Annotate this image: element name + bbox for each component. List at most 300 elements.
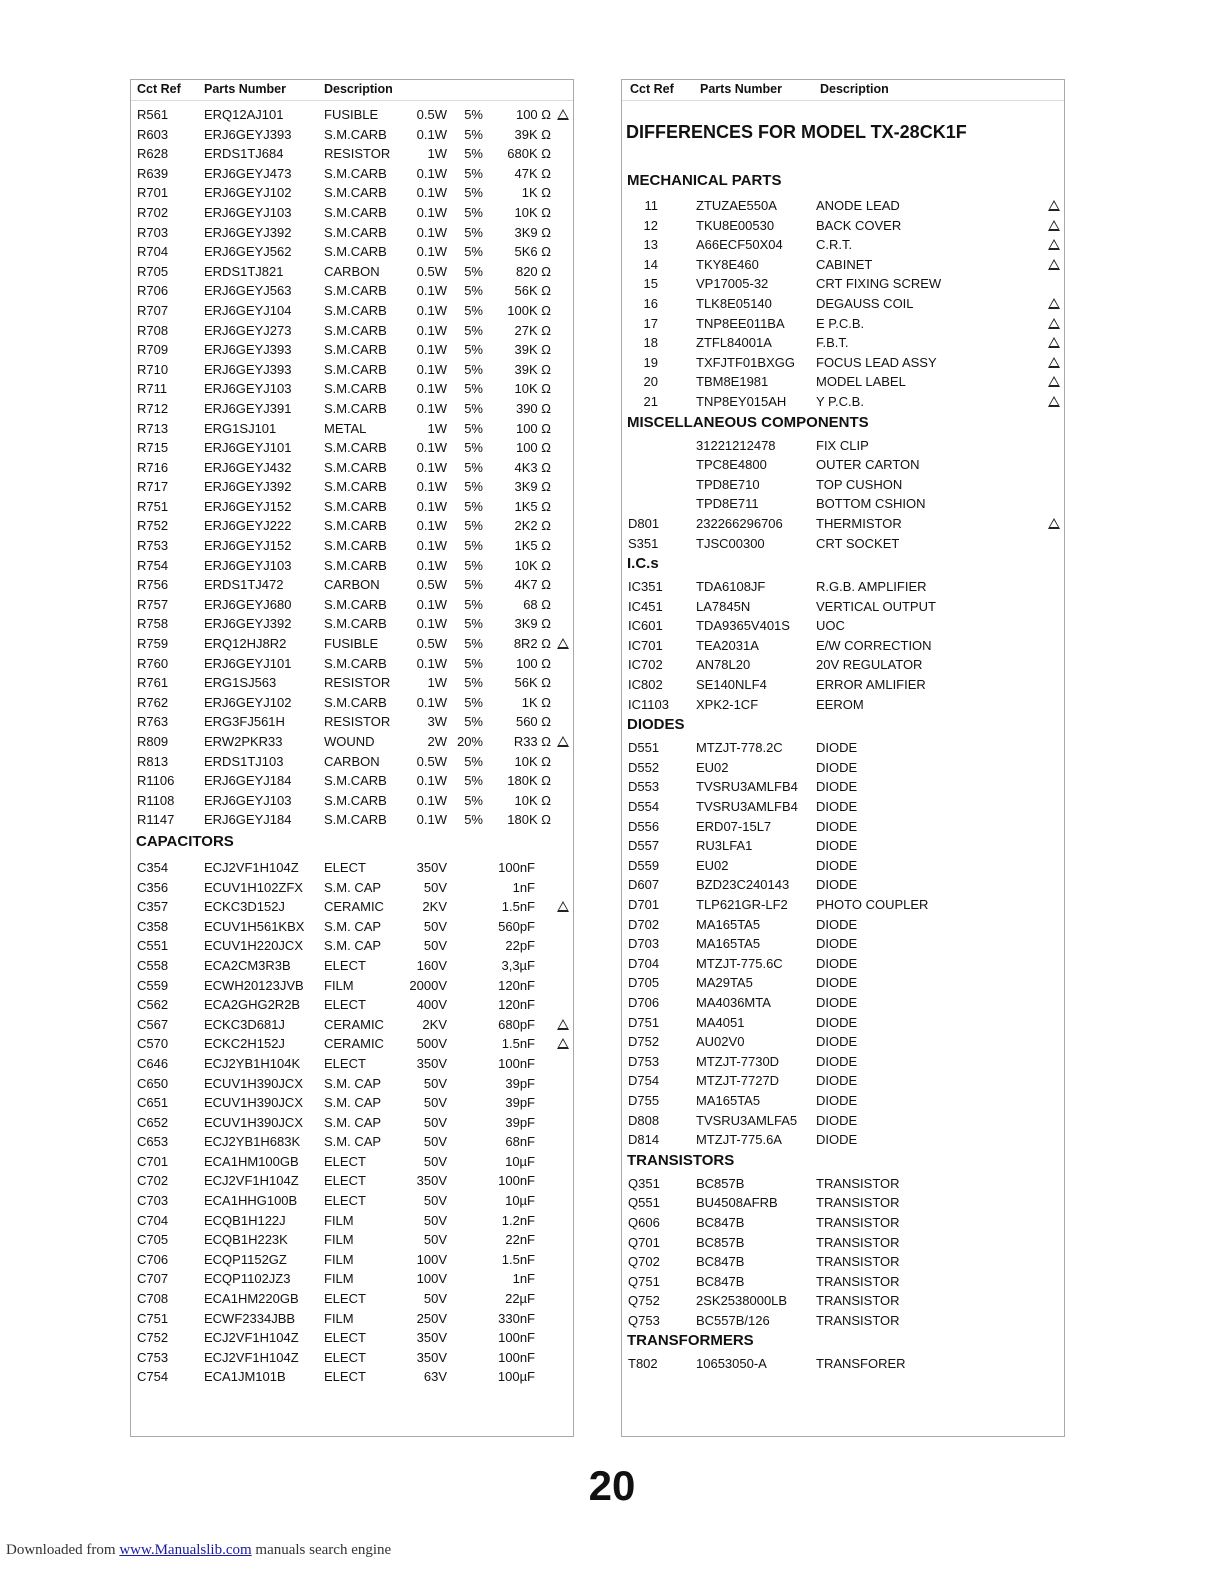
cct-ref: 21 — [643, 393, 658, 409]
right-parts-table — [621, 79, 1065, 1437]
cct-ref: S351 — [628, 535, 659, 551]
value: 390 Ω — [515, 400, 551, 416]
section-title: DIODES — [627, 716, 685, 734]
description: S.M.CARB — [324, 694, 387, 710]
table-row — [622, 954, 1064, 974]
part-number: ERJ6GEYJ222 — [204, 518, 292, 534]
table-row — [131, 399, 573, 419]
part-number: TPD8E711 — [696, 496, 759, 512]
description: CERAMIC — [324, 1036, 384, 1052]
table-row — [131, 878, 573, 898]
table-row — [131, 1309, 573, 1329]
tolerance: 5% — [464, 459, 483, 475]
value: 68 Ω — [523, 596, 551, 612]
voltage-rating: 500V — [416, 1036, 447, 1052]
header-parts-number: Parts Number — [204, 82, 286, 96]
value: 100nF — [498, 1173, 535, 1189]
table-row — [131, 976, 573, 996]
part-number: TDA9365V401S — [696, 618, 790, 634]
description: E P.C.B. — [816, 315, 865, 331]
left-table-header — [131, 80, 573, 101]
table-row — [622, 836, 1064, 856]
cct-ref: R704 — [137, 244, 169, 260]
tolerance: 5% — [464, 812, 483, 828]
part-number: ERJ6GEYJ101 — [204, 440, 292, 456]
voltage-rating: 50V — [423, 1232, 447, 1248]
table-row — [622, 1193, 1064, 1213]
cct-ref: D753 — [628, 1053, 660, 1069]
description: S.M.CARB — [324, 812, 387, 828]
description: EEROM — [816, 696, 864, 712]
cct-ref: D559 — [628, 857, 660, 873]
table-row — [622, 655, 1064, 675]
value: 4K3 Ω — [514, 459, 551, 475]
cct-ref: 20 — [643, 374, 658, 390]
footer — [6, 1542, 391, 1559]
tolerance: 5% — [464, 302, 483, 318]
tolerance: 5% — [464, 557, 483, 573]
safety-warning-icon — [557, 1038, 569, 1049]
table-row — [131, 262, 573, 282]
cct-ref: Q751 — [628, 1273, 660, 1289]
description: S.M. CAP — [324, 1095, 382, 1111]
table-row — [131, 379, 573, 399]
part-number: BC857B — [696, 1175, 745, 1191]
value: 47K Ω — [514, 165, 551, 181]
power-rating: 0.5W — [416, 753, 447, 769]
cct-ref: R757 — [137, 596, 169, 612]
part-number: AU02V0 — [696, 1034, 745, 1050]
value: 180K Ω — [507, 773, 551, 789]
part-number: MTZJT-7727D — [696, 1073, 780, 1089]
table-row — [131, 419, 573, 439]
cct-ref: C354 — [137, 859, 169, 875]
right-table-header — [622, 80, 1064, 101]
part-number: TXFJTF01BXGG — [696, 354, 795, 370]
tolerance: 5% — [464, 773, 483, 789]
part-number: ERJ6GEYJ102 — [204, 185, 292, 201]
cct-ref: R708 — [137, 322, 169, 338]
description: DIODE — [816, 994, 858, 1010]
table-row — [131, 1211, 573, 1231]
table-row — [131, 516, 573, 536]
power-rating: 0.1W — [416, 381, 447, 397]
value: 560 Ω — [515, 714, 551, 730]
part-number: ECA1HHG100B — [204, 1193, 298, 1209]
part-number: MTZJT-775.6A — [696, 1132, 782, 1148]
value: 100nF — [498, 1055, 535, 1071]
cct-ref: R639 — [137, 165, 169, 181]
cct-ref: IC601 — [628, 618, 663, 634]
description: FILM — [324, 1232, 354, 1248]
table-row — [622, 577, 1064, 597]
description: S.M. CAP — [324, 938, 382, 954]
description: S.M.CARB — [324, 479, 387, 495]
tolerance: 5% — [464, 283, 483, 299]
table-row — [622, 514, 1064, 534]
description: DIODE — [816, 857, 858, 873]
part-number: ECWF2334JBB — [204, 1310, 296, 1326]
description: TRANSISTOR — [816, 1214, 900, 1230]
description: MODEL LABEL — [816, 374, 906, 390]
table-row — [622, 216, 1064, 236]
tolerance: 5% — [464, 185, 483, 201]
value: 1K Ω — [521, 185, 551, 201]
power-rating: 0.5W — [416, 263, 447, 279]
table-row — [131, 1132, 573, 1152]
power-rating: 0.5W — [416, 577, 447, 593]
cct-ref: 17 — [643, 315, 658, 331]
value: 10K Ω — [514, 204, 551, 220]
part-number: TVSRU3AMLFA5 — [696, 1112, 798, 1128]
value: 4K7 Ω — [514, 577, 551, 593]
description: S.M.CARB — [324, 440, 387, 456]
part-number: AN78L20 — [696, 657, 751, 673]
description: FILM — [324, 1251, 354, 1267]
description: RESISTOR — [324, 675, 391, 691]
part-number: ERJ6GEYJ152 — [204, 498, 292, 514]
safety-warning-icon — [557, 109, 569, 120]
power-rating: 0.1W — [416, 459, 447, 475]
description: S.M.CARB — [324, 165, 387, 181]
cct-ref: R1147 — [137, 812, 175, 828]
value: 39pF — [505, 1075, 535, 1091]
value: 120nF — [498, 997, 535, 1013]
power-rating: 0.1W — [416, 244, 447, 260]
part-number: ZTUZAE550A — [696, 198, 777, 213]
cct-ref: R1108 — [137, 792, 175, 808]
part-number: ERG1SJ563 — [204, 675, 277, 691]
power-rating: 0.1W — [416, 616, 447, 632]
description: DIODE — [816, 1053, 858, 1069]
value: 27K Ω — [514, 322, 551, 338]
table-row — [131, 1015, 573, 1035]
part-number: BZD23C240143 — [696, 877, 790, 893]
voltage-rating: 100V — [416, 1251, 447, 1267]
part-number: TPC8E4800 — [696, 457, 767, 473]
part-number: ERJ6GEYJ392 — [204, 479, 292, 495]
part-number: ECUV1H561KBX — [204, 918, 305, 934]
table-row — [622, 314, 1064, 334]
part-number: BU4508AFRB — [696, 1195, 778, 1211]
tolerance: 5% — [464, 342, 483, 358]
left-rows — [131, 105, 573, 1387]
cct-ref: C357 — [137, 899, 169, 915]
part-number: ECA1HM100GB — [204, 1153, 299, 1169]
part-number: ERJ6GEYJ393 — [204, 126, 292, 142]
description: DIODE — [816, 818, 858, 834]
tolerance: 5% — [464, 440, 483, 456]
description: S.M.CARB — [324, 381, 387, 397]
voltage-rating: 63V — [423, 1369, 447, 1385]
cct-ref: R813 — [137, 753, 169, 769]
description: ELECT — [324, 957, 366, 973]
value: 3K9 Ω — [514, 616, 551, 632]
description: FOCUS LEAD ASSY — [816, 354, 937, 370]
power-rating: 0.5W — [416, 636, 447, 652]
description: DIODE — [816, 779, 858, 795]
cct-ref: Q702 — [628, 1254, 660, 1270]
part-number: BC847B — [696, 1214, 745, 1230]
table-row — [131, 654, 573, 674]
power-rating: 2W — [427, 734, 447, 749]
description: CABINET — [816, 256, 873, 272]
part-number: ECA2CM3R3B — [204, 957, 291, 973]
safety-warning-icon — [1048, 376, 1060, 387]
value: 1K Ω — [521, 694, 551, 710]
cct-ref: D553 — [628, 779, 660, 795]
description: DIODE — [816, 1132, 858, 1148]
footer-prefix: Downloaded from — [6, 1542, 116, 1558]
part-number: ECQP1152GZ — [204, 1251, 287, 1267]
cct-ref: R603 — [137, 126, 169, 142]
description: CARBON — [324, 577, 380, 593]
description: TRANSISTOR — [816, 1234, 900, 1250]
cct-ref: C705 — [137, 1232, 169, 1248]
part-number: TBM8E1981 — [696, 374, 769, 390]
tolerance: 5% — [464, 126, 483, 142]
cct-ref: D752 — [628, 1034, 660, 1050]
description: CARBON — [324, 753, 380, 769]
cct-ref: IC702 — [628, 657, 663, 673]
description: DEGAUSS COIL — [816, 295, 914, 311]
power-rating: 0.1W — [416, 498, 447, 514]
description: FILM — [324, 1271, 354, 1287]
power-rating: 0.1W — [416, 655, 447, 671]
description: VERTICAL OUTPUT — [816, 598, 936, 614]
part-number: EU02 — [696, 759, 729, 775]
table-row — [622, 196, 1064, 216]
power-rating: 3W — [427, 714, 447, 730]
cct-ref: D701 — [628, 897, 660, 912]
description: S.M.CARB — [324, 361, 387, 377]
safety-warning-icon — [557, 1019, 569, 1030]
description: S.M.CARB — [324, 498, 387, 514]
part-number: ERJ6GEYJ102 — [204, 694, 292, 710]
description: S.M.CARB — [324, 459, 387, 475]
description: CERAMIC — [324, 899, 384, 915]
part-number: ERDS1TJ684 — [204, 146, 284, 162]
part-number: ECKC2H152J — [204, 1036, 285, 1052]
cct-ref: D607 — [628, 877, 660, 893]
description: S.M.CARB — [324, 557, 387, 573]
value: 8R2 Ω — [513, 636, 551, 652]
cct-ref: D706 — [628, 994, 660, 1010]
value: 10K Ω — [514, 753, 551, 769]
cct-ref: Q606 — [628, 1214, 660, 1230]
description: ANODE LEAD — [816, 198, 900, 213]
table-row — [131, 1230, 573, 1250]
cct-ref: C646 — [137, 1055, 169, 1071]
value: 56K Ω — [514, 283, 551, 299]
value: 10K Ω — [514, 557, 551, 573]
tolerance: 5% — [464, 165, 483, 181]
model-title: DIFFERENCES FOR MODEL TX-28CK1F — [626, 122, 967, 142]
table-row — [131, 144, 573, 164]
cct-ref: D703 — [628, 936, 660, 952]
part-number: BC847B — [696, 1254, 745, 1270]
part-number: BC857B — [696, 1234, 745, 1250]
description: ELECT — [324, 1330, 366, 1346]
table-row — [622, 738, 1064, 758]
part-number: TLK8E05140 — [696, 295, 772, 311]
value: 1K5 Ω — [514, 538, 551, 554]
table-row — [622, 1354, 1064, 1374]
value: 100 Ω — [515, 655, 551, 671]
part-number: ERJ6GEYJ103 — [204, 792, 292, 808]
tolerance: 5% — [464, 753, 483, 769]
part-number: TNP8EE011BA — [696, 315, 785, 331]
description: S.M.CARB — [324, 204, 387, 220]
table-row — [131, 203, 573, 223]
table-row — [131, 1034, 573, 1054]
description: S.M.CARB — [324, 792, 387, 808]
description: FILM — [324, 1310, 354, 1326]
description: DIODE — [816, 1014, 858, 1030]
cct-ref: 19 — [643, 354, 658, 370]
description: DIODE — [816, 1034, 858, 1050]
cct-ref: R760 — [137, 655, 169, 671]
description: RESISTOR — [324, 714, 391, 730]
cct-ref: 13 — [643, 237, 658, 253]
value: 5K6 Ω — [514, 244, 551, 260]
description: ELECT — [324, 1153, 366, 1169]
cct-ref: R752 — [137, 518, 169, 534]
value: 100 Ω — [515, 107, 551, 122]
description: CARBON — [324, 263, 380, 279]
part-number: ECJ2YB1H683K — [204, 1134, 301, 1150]
footer-suffix: manuals search engine — [255, 1542, 392, 1558]
voltage-rating: 350V — [416, 1055, 447, 1071]
table-row — [622, 294, 1064, 314]
cct-ref: IC451 — [628, 598, 663, 614]
power-rating: 0.1W — [416, 302, 447, 318]
part-number: ERJ6GEYJ391 — [204, 400, 292, 416]
power-rating: 0.1W — [416, 165, 447, 181]
description: DIODE — [816, 877, 858, 893]
description: WOUND — [324, 734, 375, 749]
voltage-rating: 2KV — [422, 1016, 447, 1032]
part-number: MA165TA5 — [696, 936, 761, 952]
description: S.M.CARB — [324, 655, 387, 671]
description: S.M. CAP — [324, 918, 382, 934]
part-number: XPK2-1CF — [696, 696, 759, 712]
tolerance: 5% — [464, 714, 483, 730]
description: CRT FIXING SCREW — [816, 276, 942, 292]
table-row — [131, 936, 573, 956]
part-number: TNP8EY015AH — [696, 393, 787, 409]
table-row — [622, 1233, 1064, 1253]
part-number: TVSRU3AMLFB4 — [696, 799, 798, 815]
table-row — [622, 758, 1064, 778]
part-number: ERG3FJ561H — [204, 714, 285, 730]
tolerance: 5% — [464, 400, 483, 416]
part-number: ERJ6GEYJ101 — [204, 655, 292, 671]
tolerance: 5% — [464, 107, 483, 122]
cct-ref: D552 — [628, 759, 660, 775]
description: S.M.CARB — [324, 342, 387, 358]
part-number: MA4036MTA — [696, 994, 771, 1010]
header-description: Description — [820, 82, 889, 96]
part-number: TVSRU3AMLFB4 — [696, 779, 798, 795]
description: BACK COVER — [816, 217, 902, 233]
description: E/W CORRECTION — [816, 637, 932, 653]
description: THERMISTOR — [816, 515, 902, 531]
value: 3K9 Ω — [514, 224, 551, 240]
table-row — [131, 917, 573, 937]
description: S.M.CARB — [324, 616, 387, 632]
cct-ref: C653 — [137, 1134, 169, 1150]
description: PHOTO COUPLER — [816, 897, 929, 912]
header-description: Description — [324, 82, 393, 96]
cct-ref: R716 — [137, 459, 169, 475]
cct-ref: Q752 — [628, 1293, 660, 1309]
table-row — [622, 1032, 1064, 1052]
capacitors-title: CAPACITORS — [136, 832, 234, 850]
value: 39K Ω — [514, 361, 551, 377]
part-number: TKY8E460 — [696, 256, 759, 272]
cct-ref: D754 — [628, 1073, 660, 1089]
cct-ref: Q753 — [628, 1312, 660, 1328]
table-row — [131, 105, 573, 125]
part-number: ECWH20123JVB — [204, 977, 304, 993]
value: 1.5nF — [501, 1036, 535, 1052]
description: S.M.CARB — [324, 283, 387, 299]
cct-ref: C567 — [137, 1016, 169, 1032]
cct-ref: R705 — [137, 263, 169, 279]
part-number: ECA2GHG2R2B — [204, 997, 301, 1013]
manualslib-link[interactable]: www.Manualslib.com — [119, 1542, 252, 1558]
voltage-rating: 50V — [423, 1193, 447, 1209]
table-row — [622, 777, 1064, 797]
part-number: ECQB1H223K — [204, 1232, 288, 1248]
part-number: ERJ6GEYJ103 — [204, 381, 292, 397]
table-row — [622, 1071, 1064, 1091]
power-rating: 1W — [427, 420, 447, 436]
part-number: 2SK2538000LB — [696, 1293, 788, 1309]
voltage-rating: 350V — [416, 1330, 447, 1346]
part-number: ERJ6GEYJ393 — [204, 361, 292, 377]
power-rating: 0.1W — [416, 204, 447, 220]
table-row — [622, 534, 1064, 554]
cct-ref: C559 — [137, 977, 169, 993]
part-number: MTZJT-7730D — [696, 1053, 780, 1069]
description: CRT SOCKET — [816, 535, 900, 551]
table-row — [622, 1052, 1064, 1072]
value: 820 Ω — [515, 263, 551, 279]
value: 120nF — [498, 977, 535, 993]
safety-warning-icon — [1048, 396, 1060, 407]
cct-ref: R751 — [137, 498, 169, 514]
table-row — [131, 732, 573, 752]
description: S.M.CARB — [324, 185, 387, 201]
description: S.M.CARB — [324, 400, 387, 416]
tolerance: 5% — [464, 636, 483, 652]
voltage-rating: 50V — [423, 1075, 447, 1091]
tolerance: 5% — [464, 675, 483, 691]
tolerance: 5% — [464, 263, 483, 279]
cct-ref: 18 — [643, 335, 658, 351]
power-rating: 0.1W — [416, 596, 447, 612]
table-row — [131, 477, 573, 497]
cct-ref: D808 — [628, 1112, 660, 1128]
description: ELECT — [324, 997, 366, 1013]
cct-ref: R703 — [137, 224, 169, 240]
part-number: VP17005-32 — [696, 276, 769, 292]
description: FILM — [324, 1212, 354, 1228]
table-row — [131, 536, 573, 556]
power-rating: 0.1W — [416, 518, 447, 534]
